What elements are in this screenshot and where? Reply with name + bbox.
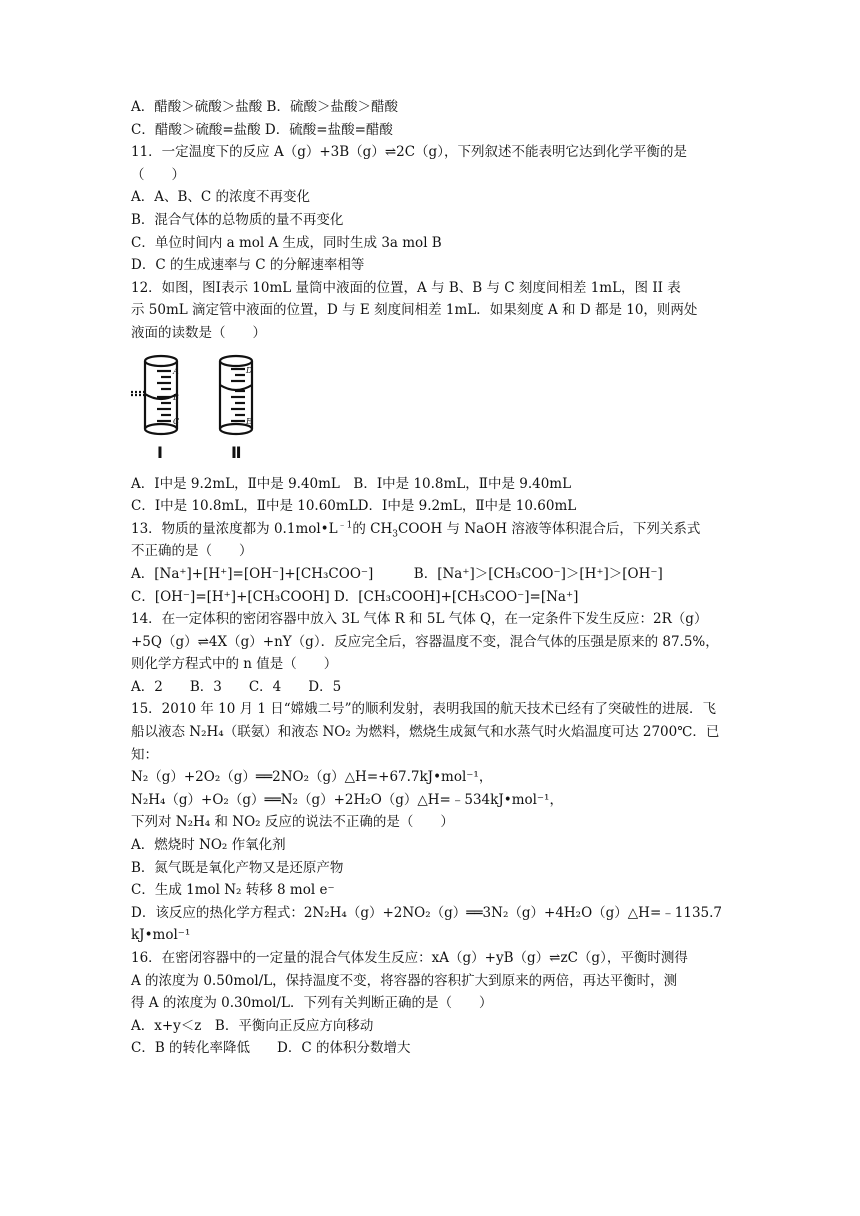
- q13-text: COOH 与 NaOH 溶液等体积混合后，下列关系式: [398, 520, 701, 537]
- exam-page: [131, 96, 731, 1060]
- option-b: B．氮气既是氧化产物又是还原产物: [131, 859, 344, 876]
- text-line: 示 50mL 滴定管中液面的位置，D 与 E 刻度间相差 1mL．如果刻度 A 和 D 都是 10，则两处: [131, 302, 698, 319]
- text-line: kJ•mol⁻¹: [131, 927, 191, 944]
- figure-label-2: Ⅱ: [231, 442, 242, 462]
- q13-text: 13．物质的量浓度都为 0.1mol•L: [131, 520, 338, 537]
- mark-d: D: [246, 365, 253, 375]
- text-line: A．醋酸＞硫酸＞盐酸 B．硫酸＞盐酸＞醋酸: [131, 99, 398, 115]
- option-a: A．[Na⁺]+[H⁺]=[OH⁻]+[CH₃COO⁻]: [131, 565, 374, 582]
- option-d: D．C 的生成速率与 C 的分解速率相等: [131, 257, 365, 274]
- mark-e: E: [246, 416, 252, 426]
- cylinder-drawing: [131, 347, 291, 469]
- option-line: C．B 的转化率降低 D．C 的体积分数增大: [131, 1040, 411, 1057]
- option-line: A．x+y＜z B．平衡向正反应方向移动: [131, 1017, 374, 1034]
- figure-label-1: Ⅰ: [157, 442, 163, 462]
- question-16: 16．在密闭容器中的一定量的混合气体发生反应：xA（g）+yB（g）⇌zC（g），平衡时测得: [131, 950, 688, 966]
- text-line: 船以液态 N₂H₄（联氨）和液态 NO₂ 为燃料，燃烧生成氮气和水蒸气时火焰温度可达 2700℃．已: [131, 724, 720, 741]
- text-line: 知：: [131, 746, 158, 763]
- question-13: 13．物质的量浓度都为 $0.1mol•L^{﹣1}$的 $CH_3COOH$ 与 NaOH 溶液等体积混合后，下列关系式: [131, 520, 701, 540]
- question-15: 15．2010 年 10 月 1 日“嫦娥二号”的顺利发射，表明我国的航天技术已经有了突破性的进展．飞: [131, 701, 717, 718]
- option-c: C．单位时间内 a mol A 生成，同时生成 3a mol B: [131, 234, 442, 251]
- option-b: B．混合气体的总物质的量不再变化: [131, 211, 344, 228]
- option-line: C．Ⅰ中是 10.8mL，Ⅱ中是 10.60mLD．Ⅰ中是 9.2mL，Ⅱ中是 10.60mL: [131, 498, 577, 515]
- question-12: 12．如图，图Ⅰ表示 10mL 量筒中液面的位置，A 与 B、B 与 C 刻度间相差 1mL，图 II 表: [131, 279, 681, 296]
- option-c: C．生成 1mol N₂ 转移 8 mol e⁻: [131, 882, 335, 899]
- mark-c: C: [173, 416, 180, 426]
- equation-line: N₂H₄（g）+O₂（g）══N₂（g）+2H₂O（g）△H=﹣534kJ•mol⁻¹，: [131, 791, 563, 808]
- option-d: D．[CH₃COOH]+[CH₃COO⁻]=[Na⁺]: [333, 588, 579, 605]
- option-b: B．[Na⁺]＞[CH₃COO⁻]＞[H⁺]＞[OH⁻]: [413, 565, 663, 582]
- equation-line: N₂（g）+2O₂（g）══2NO₂（g）△H=+67.7kJ•mol⁻¹，: [131, 769, 493, 786]
- text-line: C．醋酸＞硫酸=盐酸 D．硫酸=盐酸=醋酸: [131, 121, 393, 138]
- option-d: D．该反应的热化学方程式：2N₂H₄（g）+2NO₂（g）══3N₂（g）+4H₂O（g）△H=﹣1135.7: [131, 904, 723, 921]
- q13-text: 的 CH: [352, 520, 393, 537]
- question-14: 14．在一定体积的密闭容器中放入 3L 气体 R 和 5L 气体 Q，在一定条件下发生反应：2R（g）: [131, 611, 708, 628]
- option-line: [131, 586, 731, 609]
- option-line: A．2 B．3 C．4 D．5: [131, 678, 342, 695]
- text-line: 液面的读数是（ ）: [131, 324, 266, 341]
- option-c: C．[OH⁻]=[H⁺]+[CH₃COOH]: [131, 588, 330, 605]
- text-line: 不正确的是（ ）: [131, 543, 253, 560]
- text-line: 得 A 的浓度为 0.30mol/L．下列有关判断正确的是（ ）: [131, 995, 493, 1012]
- text-line: A 的浓度为 0.50mol/L，保持温度不变，将容器的容积扩大到原来的两倍，再达平衡时，测: [131, 972, 678, 989]
- graduated-cylinder-icon: [131, 356, 180, 434]
- text-line: 则化学方程式中的 n 值是（ ）: [131, 656, 338, 673]
- text-line: +5Q（g）⇌4X（g）+nY（g）．反应完全后，容器温度不变，混合气体的压强是原来的 87.5%，: [131, 633, 719, 650]
- cylinder-figure: [131, 347, 731, 469]
- option-line: [131, 563, 731, 586]
- question-11: 11．一定温度下的反应 A（g）+3B（g）⇌2C（g），下列叙述不能表明它达到化学平衡的是: [131, 144, 687, 161]
- mark-a: A: [173, 366, 179, 376]
- text-line: 下列对 N₂H₄ 和 NO₂ 反应的说法不正确的是（ ）: [131, 814, 454, 831]
- mark-b: B: [173, 392, 179, 402]
- q13-sup: ﹣1: [337, 520, 353, 531]
- option-a: A．燃烧时 NO₂ 作氧化剂: [131, 837, 286, 854]
- option-a: A．A、B、C 的浓度不再变化: [131, 189, 311, 206]
- option-line: A．Ⅰ中是 9.2mL，Ⅱ中是 9.40mL B．Ⅰ中是 10.8mL，Ⅱ中是 9.40mL: [131, 475, 572, 492]
- text-line: （ ）: [131, 166, 185, 183]
